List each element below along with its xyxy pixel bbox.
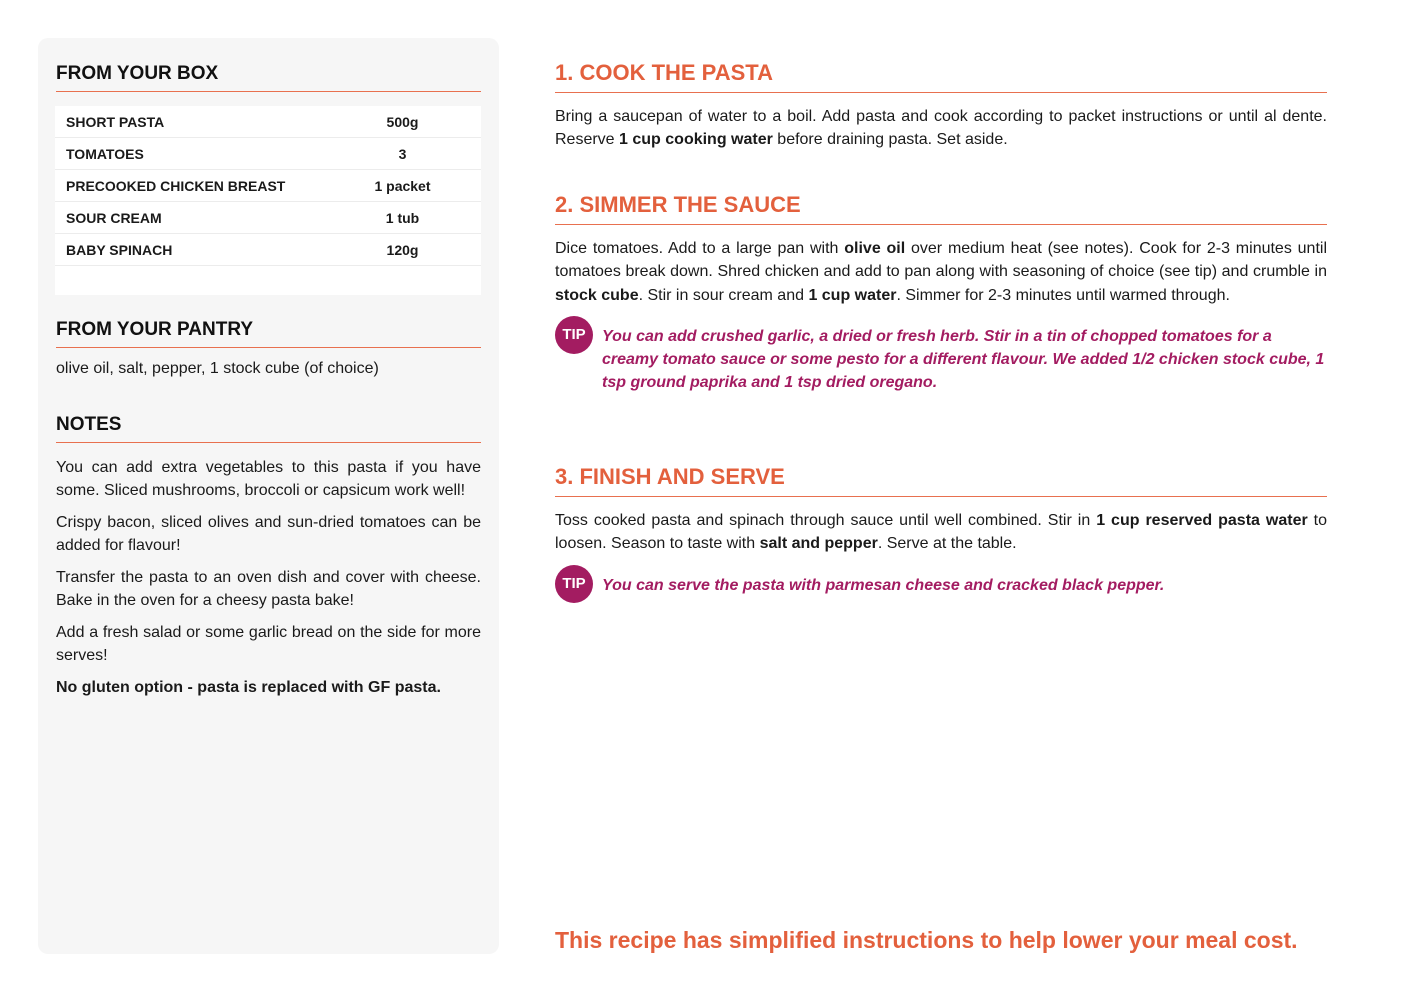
table-row [55,138,481,170]
step-text-segment: to loosen. Season to taste with [555,512,1328,553]
ingredient-qty: 1 packet [374,177,431,194]
table-row [55,170,481,202]
step-text-segment: Dice tomatoes. Add to a large pan with [555,240,845,257]
bold-ingredient: stock cube [555,286,639,304]
table-row [55,106,481,138]
step-text-segment: . Stir in sour cream and [638,286,809,304]
ingredient-name: SHORT PASTA [66,113,165,130]
footer-note: This recipe has simplified instructions to help lower your meal cost. [555,927,1298,953]
step-3-text [555,509,1327,556]
step-text-segment: Bring a saucepan of water to a boil. Add pasta and cook according to packet instructions or until al dente. Reserve [555,108,1327,149]
step-2-title: 2. SIMMER THE SAUCE [555,192,1327,225]
tip-text: You can add crushed garlic, a dried or fresh herb. Stir in a tin of chopped tomatoes for a creamy tomato sauce or some pesto for a different flavour. We added 1/2 chicken stock cube, 1 tsp ground paprika and 1 tsp dried oregano. [602,327,1325,392]
step-3-title: 3. FINISH AND SERVE [555,464,1327,497]
step-1-text [555,105,1327,152]
note-item: You can add extra vegetables to this pasta if you have some. Sliced mushrooms, broccoli or capsicum work well! [56,459,481,499]
ingredient-qty: 3 [398,145,407,162]
step-text-segment: . Simmer for 2-3 minutes until warmed through. [896,286,1230,304]
ingredient-qty: 500g [386,113,419,130]
notes-heading: NOTES [56,414,481,443]
table-row [55,202,481,234]
tip-badge: TIP [555,316,593,354]
step-text-segment: Toss cooked pasta and spinach through sauce until well combined. Stir in [555,512,1097,529]
note-item: Add a fresh salad or some garlic bread on the side for more serves! [56,624,481,664]
step-text-segment: . Serve at the table. [877,535,1017,553]
tip-text: You can serve the pasta with parmesan cheese and cracked black pepper. [602,576,1165,594]
bold-ingredient: 1 cup reserved pasta water [1096,512,1308,529]
step-2 [555,192,1327,395]
step-text-segment: before draining pasta. Set aside. [772,131,1008,149]
pantry-items: olive oil, salt, pepper, 1 stock cube (of choice) [56,360,379,377]
from-your-box-heading: FROM YOUR BOX [56,63,481,92]
ingredient-name: PRECOOKED CHICKEN BREAST [66,177,286,194]
bold-ingredient: 1 cup water [808,286,897,304]
step-1-title: 1. COOK THE PASTA [555,60,1327,93]
step-1 [555,60,1327,152]
note-item: Crispy bacon, sliced olives and sun-dried tomatoes can be added for flavour! [56,514,481,554]
ingredient-name: BABY SPINACH [66,241,173,258]
step-2-text [555,237,1327,307]
step-3 [555,464,1327,603]
bold-ingredient: 1 cup cooking water [619,131,773,149]
ingredients-panel [38,38,499,954]
ingredient-qty: 120g [386,241,419,258]
tip-badge: TIP [555,565,593,603]
from-your-pantry-heading: FROM YOUR PANTRY [56,319,481,348]
step-text-segment: over medium heat (see notes). Cook for 2-3 minutes until tomatoes break down. Shred chicken and add to pan along with seasoning of choice (see tip) and crumble in [555,240,1327,281]
step-2-tip [555,325,1327,395]
table-row [55,234,481,266]
step-3-tip [555,574,1327,603]
bold-ingredient: olive oil [844,240,906,257]
gluten-free-note: No gluten option - pasta is replaced with GF pasta. [56,679,441,696]
ingredient-name: TOMATOES [66,145,144,162]
bold-ingredient: salt and pepper [759,535,878,553]
notes-list [56,456,481,708]
ingredient-qty: 1 tub [385,209,420,226]
ingredient-name: SOUR CREAM [66,209,162,226]
box-ingredients-table [55,106,481,295]
note-item: Transfer the pasta to an oven dish and cover with cheese. Bake in the oven for a cheesy pasta bake! [56,569,481,609]
